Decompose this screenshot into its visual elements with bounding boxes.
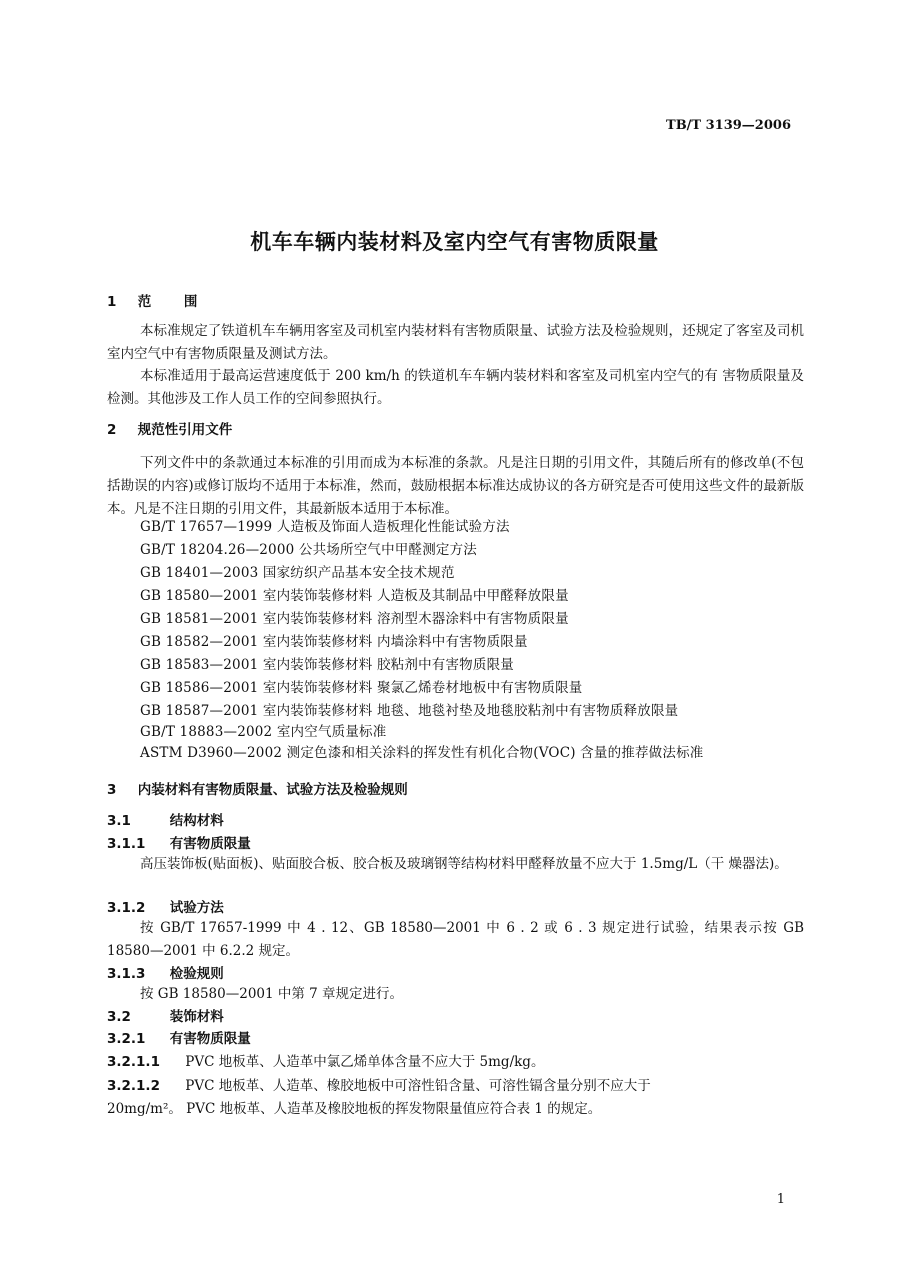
section-2-heading — [107, 418, 232, 438]
section-title: 范 围 — [137, 294, 212, 310]
subsection-3-2-heading — [107, 1005, 224, 1025]
reference-item: GB/T 18204.26—2000 公共场所空气中甲醛测定方法 — [140, 542, 478, 558]
subsection-3-1-3-heading — [107, 962, 224, 982]
section-number: 3 — [107, 782, 117, 798]
reference-item: GB 18582—2001 室内装饰装修材料 内墙涂料中有害物质限量 — [140, 634, 528, 650]
subsection-3-1-heading — [107, 809, 224, 829]
section-number: 1 — [107, 294, 117, 310]
subsection-title: 有害物质限量 — [169, 1031, 251, 1047]
clause-number: 3.2.1.1 — [107, 1054, 160, 1070]
subsection-3-1-3-text: 按 GB 18580—2001 中第 7 章规定进行。 — [140, 986, 404, 1002]
subsection-3-1-1-text: 高压装饰板(贴面板)、贴面胶合板、胶合板及玻璃钢等结构材料甲醛释放量不应大于 1.5mg/L（干 燥器法)。 — [140, 856, 788, 872]
subsection-title: 结构材料 — [169, 813, 224, 829]
section-title: 内装材料有害物质限量、试验方法及检验规则 — [137, 782, 408, 798]
reference-item: GB/T 18883—2002 室内空气质量标准 — [140, 724, 387, 740]
section-1-heading — [107, 290, 211, 310]
subsection-3-1-1-heading — [107, 832, 251, 852]
section-1-paragraph-2: 本标准适用于最高运营速度低于 200 km/h 的铁道机车车辆内装材料和客室及司机室内空气的有 害物质限量及检测。其他涉及工作人员工作的空间参照执行。 — [107, 368, 804, 407]
subsection-3-1-2-text: 按 GB/T 17657-1999 中 4 . 12、GB 18580—2001 中 6 . 2 或 6 . 3 规定进行试验，结果表示按 GB 18580—2001 中 6.2.2 规定。 — [107, 920, 804, 959]
subsection-title: 装饰材料 — [169, 1009, 224, 1025]
section-3-heading — [107, 778, 408, 798]
reference-item: GB 18581—2001 室内装饰装修材料 溶剂型木器涂料中有害物质限量 — [140, 611, 569, 627]
section-1-paragraph-1: 本标准规定了铁道机车车辆用客室及司机室内装材料有害物质限量、试验方法及检验规则，还规定了客室及司机室内空气中有害物质限量及测试方法。 — [107, 323, 804, 362]
clause-text: PVC 地板革、人造革、橡胶地板中可溶性铅含量、可溶性镉含量分别不应大于 — [185, 1078, 651, 1094]
subsection-3-2-1-heading — [107, 1027, 251, 1047]
subsection-3-1-2-heading — [107, 896, 224, 916]
subsection-number: 3.1.3 — [107, 966, 146, 982]
document-title: 机车车辆内装材料及室内空气有害物质限量 — [250, 230, 659, 254]
subsection-number: 3.1.2 — [107, 900, 146, 916]
standard-code: TB/T 3139—2006 — [666, 118, 791, 133]
reference-item: GB 18580—2001 室内装饰装修材料 人造板及其制品中甲醛释放限量 — [140, 588, 569, 604]
clause-3-2-1-2-continuation: 20mg/m²。 PVC 地板革、人造革及橡胶地板的挥发物限量值应符合表 1 的规定。 — [107, 1101, 602, 1117]
section-number: 2 — [107, 422, 117, 438]
subsection-number: 3.2 — [107, 1009, 131, 1025]
subsection-title: 有害物质限量 — [169, 836, 251, 852]
clause-number: 3.2.1.2 — [107, 1078, 160, 1094]
subsection-title: 检验规则 — [169, 966, 224, 982]
clause-text: PVC 地板革、人造革中氯乙烯单体含量不应大于 5mg/kg。 — [185, 1054, 545, 1070]
reference-item: GB 18401—2003 国家纺织产品基本安全技术规范 — [140, 565, 455, 581]
subsection-number: 3.1 — [107, 813, 131, 829]
reference-item: GB 18587—2001 室内装饰装修材料 地毯、地毯衬垫及地毯胶粘剂中有害物质释放限量 — [140, 703, 679, 719]
subsection-title: 试验方法 — [169, 900, 224, 916]
reference-item: GB 18583—2001 室内装饰装修材料 胶粘剂中有害物质限量 — [140, 657, 514, 673]
section-2-intro: 下列文件中的条款通过本标准的引用而成为本标准的条款。凡是注日期的引用文件，其随后所有的修改单(不包括勘误的内容)或修订版均不适用于本标准，然而，鼓励根据本标准达成协议的各方研究是否可使用这些文件的最新版本。凡是不注日期的引用文件，其最新版本适用于本标准。 — [107, 455, 804, 517]
subsection-number: 3.2.1 — [107, 1031, 146, 1047]
page-number: 1 — [776, 1192, 785, 1207]
clause-3-2-1-1 — [107, 1050, 544, 1070]
clause-3-2-1-2 — [107, 1074, 651, 1094]
reference-item: ASTM D3960—2002 测定色漆和相关涂料的挥发性有机化合物(VOC) 含量的推荐做法标准 — [140, 745, 704, 761]
section-title: 规范性引用文件 — [137, 422, 233, 438]
reference-item: GB/T 17657—1999 人造板及饰面人造板理化性能试验方法 — [140, 519, 510, 535]
subsection-number: 3.1.1 — [107, 836, 146, 852]
reference-item: GB 18586—2001 室内装饰装修材料 聚氯乙烯卷材地板中有害物质限量 — [140, 680, 583, 696]
